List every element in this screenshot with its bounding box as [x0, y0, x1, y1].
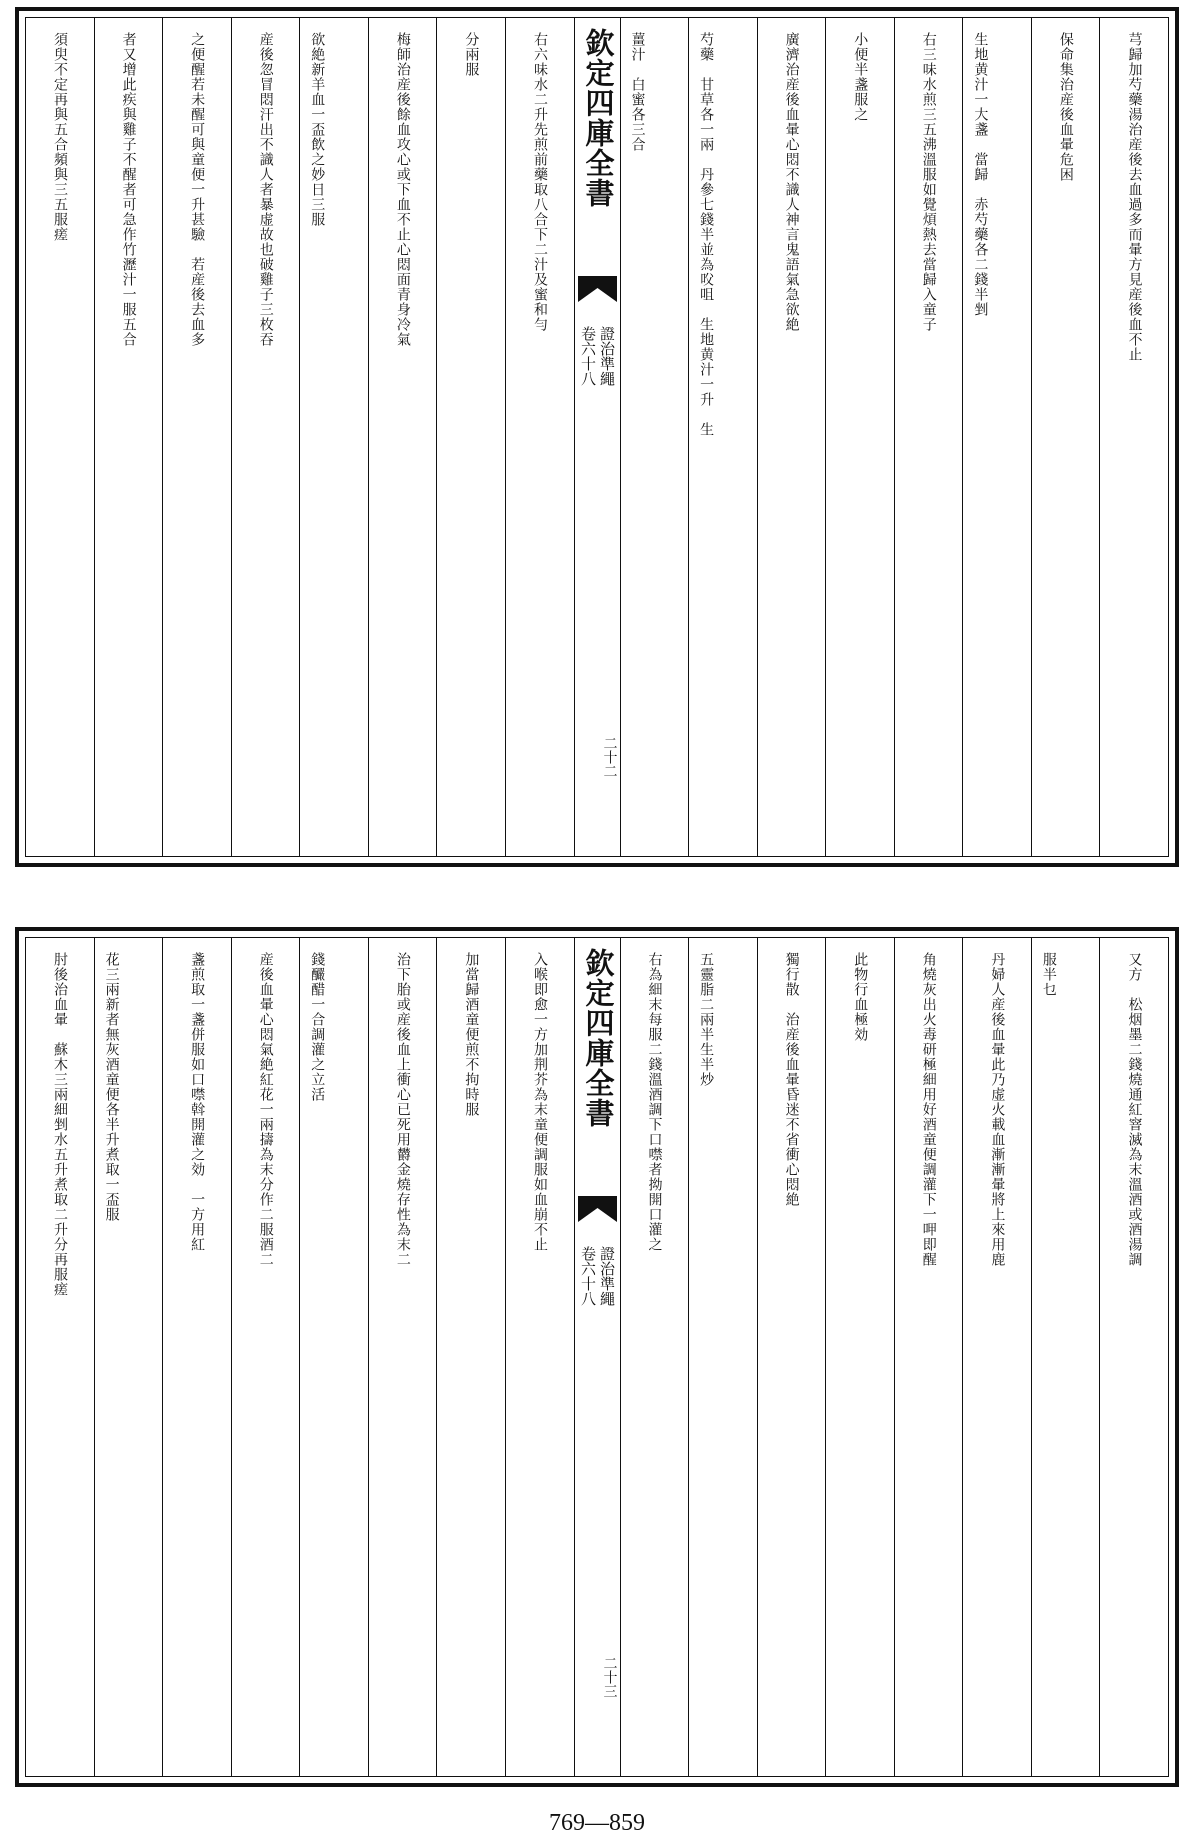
text-column: 芍藥 甘草各一兩 丹參七錢半並為㕮咀 生地黄汁一升 生 [688, 18, 757, 856]
page-top [15, 7, 1179, 867]
text-column: 花三兩新者無灰酒童便各半升煮取一盃服 [94, 938, 163, 1776]
text-column: 産後忽冒悶汗出不識人者暴虚故也破雞子三枚吞 [231, 18, 300, 856]
text-column: 欲絶新羊血一盃飲之妙日三服 [299, 18, 368, 856]
text-column: 錢釅醋一合調灌之立活 [299, 938, 368, 1776]
section-title: 證治準繩 [598, 326, 616, 386]
center-gutter [574, 938, 620, 1776]
text-column: 服半乜 [1031, 938, 1100, 1776]
text-column: 盞煎取一盞併服如口噤斡開灌之効 一方用紅 [162, 938, 231, 1776]
text-column: 分兩服 [436, 18, 505, 856]
text-column: 右三味水煎三五沸溫服如覺煩熱去當歸入童子 [894, 18, 963, 856]
text-column: 角燒灰出火毒研極細用好酒童便調灌下一呷即醒 [894, 938, 963, 1776]
text-column: 丹婦人産後血暈此乃虚火載血漸漸暈將上來用鹿 [962, 938, 1031, 1776]
text-column: 肘後治血暈 蘇木三兩細剉水五升煮取二升分再服瘥 [52, 952, 69, 1297]
text-column: 梅師治産後餘血攻心或下血不止心悶面青身冷氣 [368, 18, 437, 856]
text-column: 産後血暈心悶氣絶紅花一兩擣為末分作二服酒二 [231, 938, 300, 1776]
book-title: 欽定四庫全書 [581, 28, 616, 208]
volume-number: 卷六十八 [579, 1246, 597, 1306]
folio-number: 二十三 [601, 1656, 618, 1698]
page-reference-number: 769—859 [549, 1810, 645, 1836]
text-column: 五靈脂二兩半生半炒 [688, 938, 757, 1776]
text-column: 保命集治産後血暈危困 [1031, 18, 1100, 856]
page-bottom [15, 927, 1179, 1787]
volume-number: 卷六十八 [579, 326, 597, 386]
text-column: 又方 松烟墨二錢燒通紅窨滅為末溫酒或酒湯調 [1099, 938, 1168, 1776]
fish-tail-mark-icon [578, 276, 617, 302]
page-frame [25, 17, 1169, 857]
text-column: 生地黄汁一大盞 當歸 赤芍藥各二錢半剉 [962, 18, 1031, 856]
text-column: 入喉即愈一方加荆芥為末童便調服如血崩不止 [505, 938, 574, 1776]
text-column: 治下胎或産後血上衝心已死用欝金燒存性為末二 [368, 938, 437, 1776]
fish-tail-mark-icon [578, 1196, 617, 1222]
text-column: 加當歸酒童便煎不拘時服 [436, 938, 505, 1776]
text-column: 廣濟治産後血暈心悶不識人神言鬼語氣急欲絶 [757, 18, 826, 856]
text-column: 者又增此疾與雞子不醒者可急作竹瀝汁一服五合 [94, 18, 163, 856]
folio-number: 二十二 [601, 736, 618, 778]
page-frame [25, 937, 1169, 1777]
text-column: 此物行血極効 [825, 938, 894, 1776]
text-column: 之便醒若未醒可與童便一升甚驗 若産後去血多 [162, 18, 231, 856]
text-column: 小便半盞服之 [825, 18, 894, 856]
text-column: 右六味水二升先煎前藥取八合下二汁及蜜和勻 [505, 18, 574, 856]
text-column: 右為細末每服二錢溫酒調下口噤者拗開口灌之 [620, 938, 689, 1776]
section-title: 證治準繩 [598, 1246, 616, 1306]
text-column: 須臾不定再與五合頻與三五服瘥 [52, 32, 69, 242]
center-gutter [574, 18, 620, 856]
text-column: 獨行散 治産後血暈昏迷不省衝心悶絶 [757, 938, 826, 1776]
text-column: 薑汁 白蜜各三合 [620, 18, 689, 856]
book-title: 欽定四庫全書 [581, 948, 616, 1128]
text-column: 芎歸加芍藥湯治産後去血過多而暈方見産後血不止 [1099, 18, 1168, 856]
